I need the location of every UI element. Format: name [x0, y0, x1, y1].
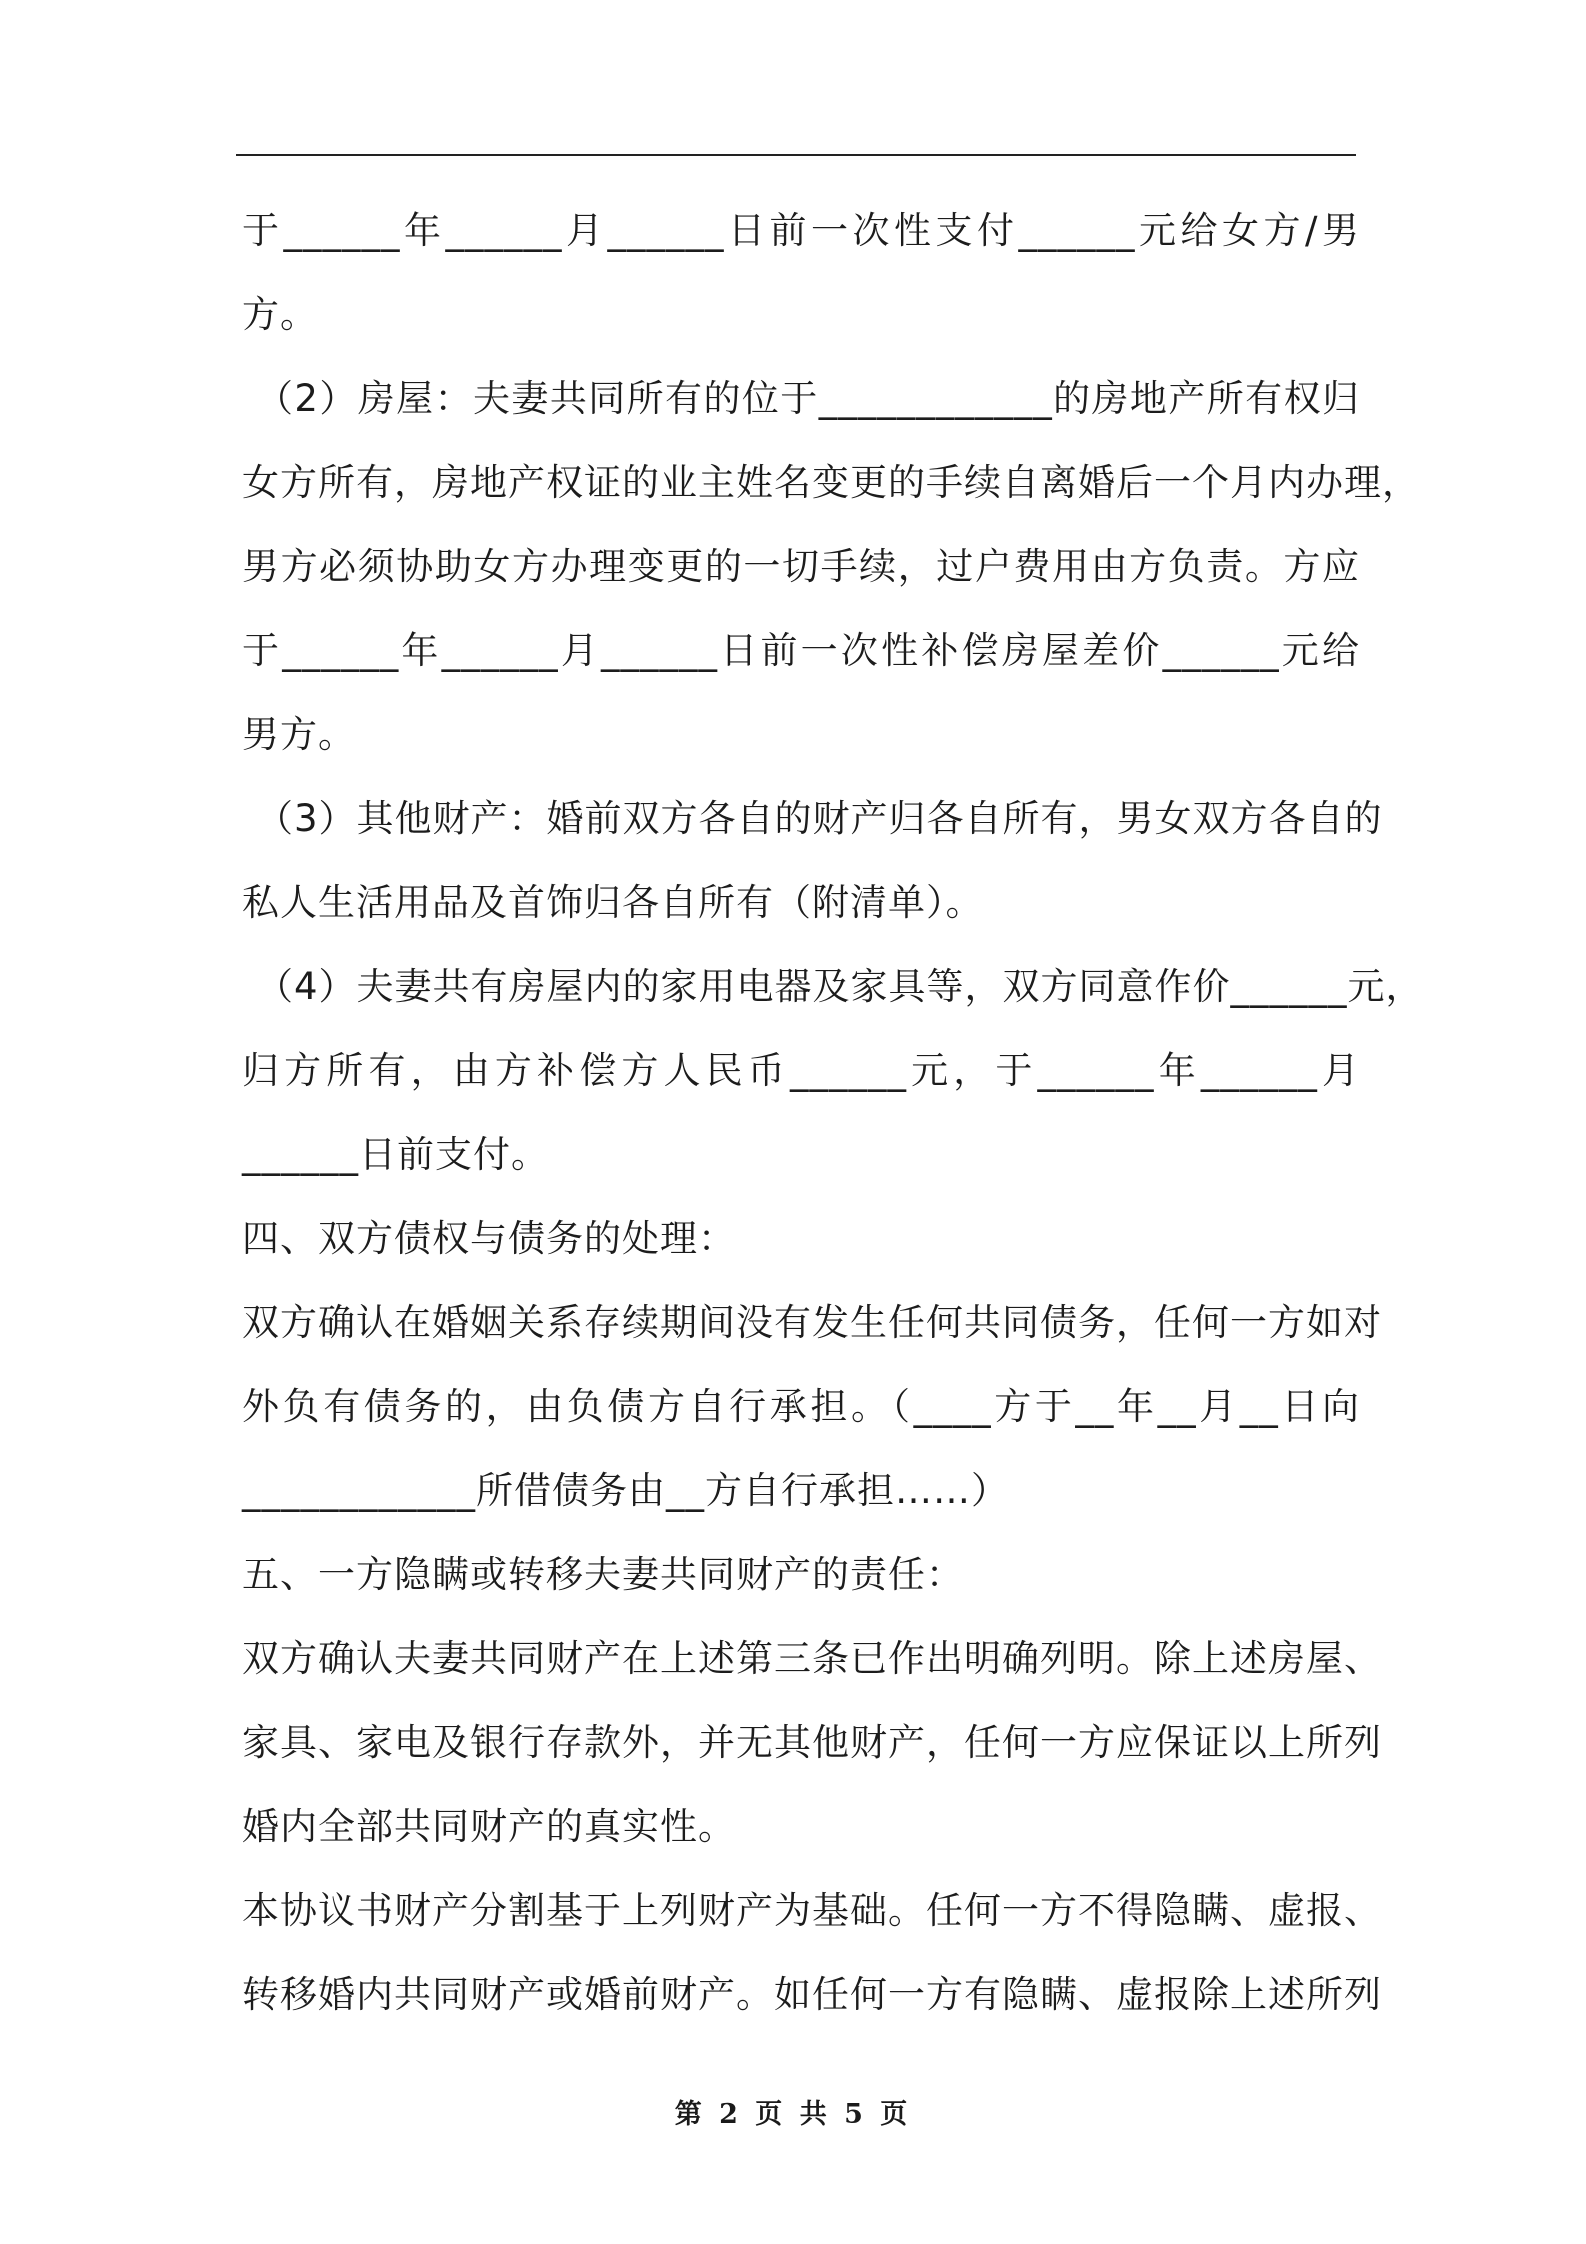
text-line: （4）夫妻共有房屋内的家用电器及家具等，双方同意作价______元， [256, 965, 1424, 1008]
text-line: 家具、家电及银行存款外，并无其他财产，任何一方应保证以上所列 [242, 1721, 1382, 1764]
text-line: （3）其他财产：婚前双方各自的财产归各自所有，男女双方各自的 [256, 797, 1383, 840]
text-line: 外负有债务的，由负债方自行承担。（____方于__年__月__日向 [242, 1385, 1360, 1428]
text-line: ______日前支付。 [242, 1133, 549, 1176]
text-line: 婚内全部共同财产的真实性。 [242, 1805, 736, 1848]
text-line: 男方必须协助女方办理变更的一切手续，过户费用由方负责。方应 [242, 545, 1360, 588]
text-line: 转移婚内共同财产或婚前财产。如任何一方有隐瞒、虚报除上述所列 [242, 1973, 1382, 2016]
text-line: （2）房屋：夫妻共同所有的位于____________的房地产所有权归 [256, 377, 1360, 420]
text-line: 于______年______月______日前一次性支付______元给女方/男 [242, 209, 1360, 252]
text-line: 归方所有，由方补偿方人民币______元，于______年______月 [242, 1049, 1360, 1092]
text-line: 本协议书财产分割基于上列财产为基础。任何一方不得隐瞒、虚报、 [242, 1889, 1382, 1932]
text-line: 五、一方隐瞒或转移夫妻共同财产的责任： [242, 1553, 964, 1596]
text-line: 双方确认夫妻共同财产在上述第三条已作出明确列明。除上述房屋、 [242, 1637, 1382, 1680]
text-line: 男方。 [242, 713, 356, 756]
text-line: 双方确认在婚姻关系存续期间没有发生任何共同债务，任何一方如对 [242, 1301, 1382, 1344]
document-body [242, 196, 1424, 2044]
text-line: 方。 [242, 293, 318, 336]
text-line: 于______年______月______日前一次性补偿房屋差价______元给 [242, 629, 1360, 672]
page-number: 第 2 页 共 5 页 [674, 2099, 912, 2130]
text-line: 女方所有，房地产权证的业主姓名变更的手续自离婚后一个月内办理， [242, 461, 1420, 504]
header-rule [236, 154, 1356, 156]
text-line: 四、双方债权与债务的处理： [242, 1217, 736, 1260]
text-line: 私人生活用品及首饰归各自所有（附清单）。 [242, 881, 984, 924]
text-line: ____________所借债务由__方自行承担……） [242, 1469, 1009, 1512]
